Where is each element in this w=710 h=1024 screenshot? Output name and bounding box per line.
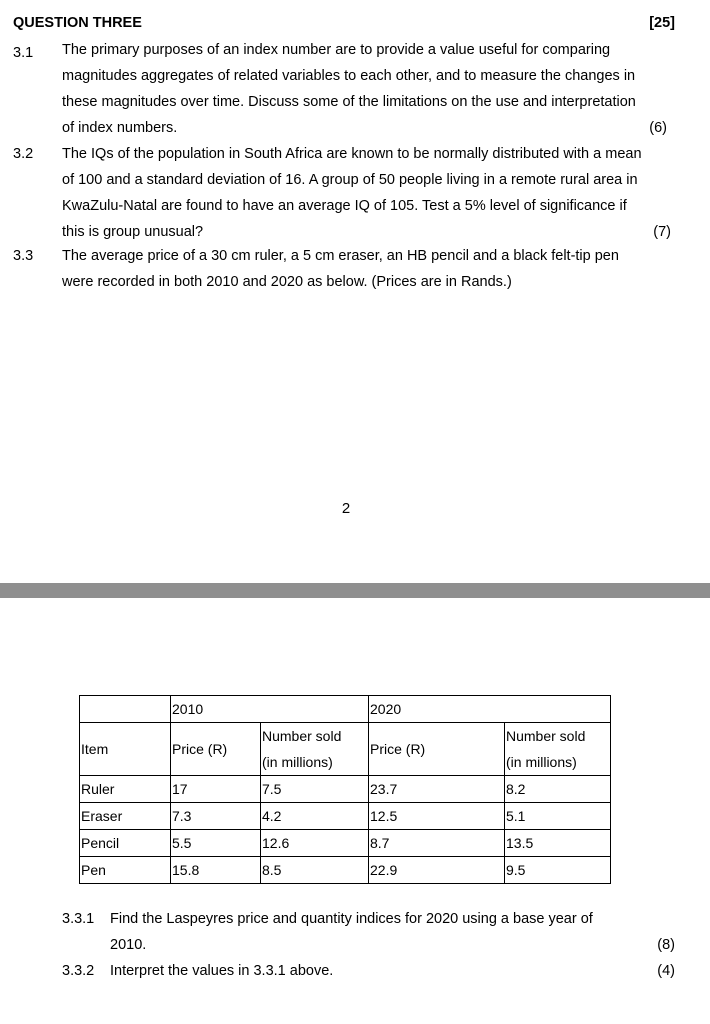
year-2010-header: 2010 [171,696,369,723]
sold-2020-cell: 5.1 [505,803,611,830]
price-quantity-table [79,695,611,884]
q3-1-line: these magnitudes over time. Discuss some of the limitations on the use and interpretation [62,94,636,110]
price-2010-cell: 17 [171,776,261,803]
q3-3-text [62,243,662,295]
q3-2-line: The IQs of the population in South Africa are known to be normally distributed with a mean [62,146,642,162]
q3-2-line: of 100 and a standard deviation of 16. A group of 50 people living in a remote rural area in [62,172,638,188]
price-2010-header: Price (R) [171,723,261,776]
sold-header-line: (in millions) [262,754,333,770]
price-2020-cell: 12.5 [369,803,505,830]
q3-1-line: magnitudes aggregates of related variables to each other, and to measure the changes in [62,68,636,84]
sold-2020-cell: 13.5 [505,830,611,857]
price-2020-cell: 8.7 [369,830,505,857]
table-cell [80,696,171,723]
price-2010-cell: 5.5 [171,830,261,857]
q3-2-marks: (7) [653,224,671,240]
sold-header-line: Number sold [262,728,342,744]
question-total-marks: [25] [649,15,675,31]
q3-1-line: The primary purposes of an index number are to provide a value useful for comparing [62,42,611,58]
item-cell: Pen [80,857,171,884]
q3-3-1-number: 3.3.1 [62,911,95,927]
page-number: 2 [341,500,351,517]
sold-2010-cell: 12.6 [261,830,369,857]
sold-2020-cell: 8.2 [505,776,611,803]
sold-header-line: Number sold [506,728,586,744]
table-row [80,857,611,884]
price-2010-cell: 7.3 [171,803,261,830]
q3-1-marks: (6) [649,120,667,136]
q3-3-line: The average price of a 30 cm ruler, a 5 cm eraser, an HB pencil and a black felt-tip pen [62,248,619,264]
q3-2-line: this is group unusual? [62,224,204,240]
sold-2020-cell: 9.5 [505,857,611,884]
q3-3-2-number: 3.3.2 [62,963,95,979]
sold-2010-header [261,723,369,776]
q3-2-line: KwaZulu-Natal are found to have an average IQ of 105. Test a 5% level of significance if [62,198,627,214]
sold-2010-cell: 8.5 [261,857,369,884]
sold-2010-cell: 4.2 [261,803,369,830]
price-2020-cell: 22.9 [369,857,505,884]
table-row [80,776,611,803]
q3-3-1-text [110,906,630,958]
page-divider [0,583,710,598]
price-2020-header: Price (R) [369,723,505,776]
q3-1-text [62,37,667,141]
year-2020-header: 2020 [369,696,611,723]
price-2010-cell: 15.8 [171,857,261,884]
sold-2020-header [505,723,611,776]
sold-2010-cell: 7.5 [261,776,369,803]
item-cell: Ruler [80,776,171,803]
table-year-row [80,696,611,723]
q3-3-number: 3.3 [13,248,34,264]
q3-3-2-marks: (4) [657,963,675,979]
price-2020-cell: 23.7 [369,776,505,803]
item-cell: Eraser [80,803,171,830]
table-row [80,803,611,830]
q3-2-number: 3.2 [13,146,34,162]
q3-3-1-line: 2010. [110,937,147,953]
table-row [80,830,611,857]
sold-header-line: (in millions) [506,754,577,770]
q3-3-2-text: Interpret the values in 3.3.1 above. [110,963,334,979]
q3-1-line: of index numbers. [62,120,178,136]
q3-2-text [62,141,671,245]
q3-1-number: 3.1 [13,45,34,61]
q3-3-line: were recorded in both 2010 and 2020 as below. (Prices are in Rands.) [62,274,512,290]
table-header-row [80,723,611,776]
question-title: QUESTION THREE [13,15,142,31]
item-header: Item [80,723,171,776]
q3-3-1-marks: (8) [657,937,675,953]
q3-3-1-line: Find the Laspeyres price and quantity indices for 2020 using a base year of [110,911,593,927]
item-cell: Pencil [80,830,171,857]
